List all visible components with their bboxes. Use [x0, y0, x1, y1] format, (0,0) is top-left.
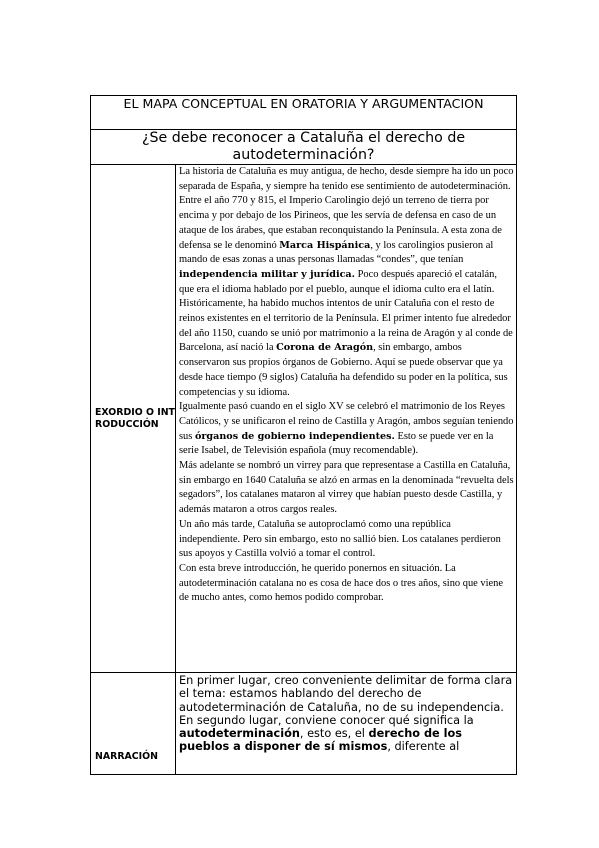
concept-map-table — [90, 95, 517, 775]
bold-text: Corona de Aragón — [276, 342, 374, 354]
section-row-exordio — [91, 165, 517, 673]
section-label-narracion: NARRACIÓN — [91, 673, 176, 775]
text-run: , sin embargo, ambos conservaron sus propios órganos de Gobierno. Aquí se puede observar que ya desde hace tiempo (9 siglos) Cataluña ha defendido su poder en la política, sus competencias y su idioma. — [179, 342, 508, 398]
paragraph — [179, 714, 514, 754]
text-run: , esto es, el — [299, 727, 369, 741]
text-run: Igualmente pasó cuando en el siglo XV se celebró el matrimonio de los Reyes Católicos, y se unificaron el reino de Castilla y Aragón, ambos seguían teniendo sus — [179, 401, 514, 442]
paragraph — [179, 400, 514, 459]
text-run: , diferente al — [387, 740, 460, 754]
section-body-exordio — [176, 165, 517, 673]
bold-text: derecho de los pueblos a disponer de sí mismos — [179, 727, 462, 754]
paragraph — [179, 518, 514, 562]
title-row — [91, 96, 517, 130]
text-run: , y los carolingios pusieron al mando de esas zonas a unas personas llamadas “condes”, que tenían — [179, 239, 494, 266]
section-row-narracion — [91, 673, 517, 775]
text-run: Con esta breve introducción, he querido ponernos en situación. La autodeterminación catalana no es cosa de hace dos o tres años, sino que viene de mucho antes, como hemos podido comprobar. — [179, 562, 504, 604]
text-run: En segundo lugar, conviene conocer qué significa la — [179, 713, 474, 727]
paragraph — [179, 674, 514, 714]
text-run: En primer lugar, creo conveniente delimitar de forma clara el tema: estamos hablando del derecho de autodeterminación de Cataluña, no de su independencia. — [179, 674, 513, 714]
bold-text: órganos de gobierno independientes. — [194, 430, 395, 442]
bold-text: Marca Hispánica — [279, 239, 371, 251]
paragraph — [179, 459, 514, 518]
text-run: Poco después apareció el catalán, que era el idioma hablado por el pueblo, aunque el idioma culto era el latín. — [179, 268, 498, 295]
text-run: La historia de Cataluña es muy antigua, de hecho, desde siempre ha ido un poco separada de España, y siempre ha tenido ese sentimiento de autodeterminación. Entre el año 770 y 815, el Imperio Carolingio dejó un terreno de tierra por encima y por debajo de los Pirineos, que les servía de defensa en caso de un ataque de los árabes, que estaban reconquistando la Península. A esta zona de defensa se le denominó — [179, 166, 514, 251]
text-run: Más adelante se nombró un virrey para que representase a Castilla en Cataluña, sin embargo en 1640 Cataluña se alzó en armas en la denominada “revuelta dels segadors”, los catalanes mataron al virrey que habían puesto desde Castilla, y además mataron a otros cargos reales. — [179, 460, 514, 516]
question-row — [91, 130, 517, 165]
paragraph — [179, 165, 514, 297]
text-run: Un año más tarde, Cataluña se autoproclamó como una república independiente. Pero sin embargo, esto no sallió bien. Los catalanes perdieron sus apoyos y Castilla volvió a tomar el control. — [179, 518, 501, 560]
debate-question: ¿Se debe reconocer a Cataluña el derecho de autodeterminación? — [91, 130, 517, 165]
table-title: EL MAPA CONCEPTUAL EN ORATORIA Y ARGUMENTACION — [91, 96, 517, 130]
text-run: Esto se puede ver en la serie Isabel, de Televisión española (muy recomendable). — [179, 430, 494, 457]
bold-text: autodeterminación — [179, 727, 300, 741]
section-body-narracion — [176, 673, 517, 775]
bold-text: independencia militar y jurídica. — [179, 268, 355, 280]
text-run: Históricamente, ha habido muchos intentos de unir Cataluña con el resto de reinos existentes en el territorio de la Península. El primer intento fue alrededor del año 1150, cuando se unió por matrimonio a la reina de Aragón y al conde de Barcelona, así nació la — [179, 298, 513, 354]
section-label-exordio: EXORDIO O INTRODUCCIÓN — [91, 165, 176, 673]
paragraph — [179, 297, 514, 400]
paragraph — [179, 562, 514, 606]
